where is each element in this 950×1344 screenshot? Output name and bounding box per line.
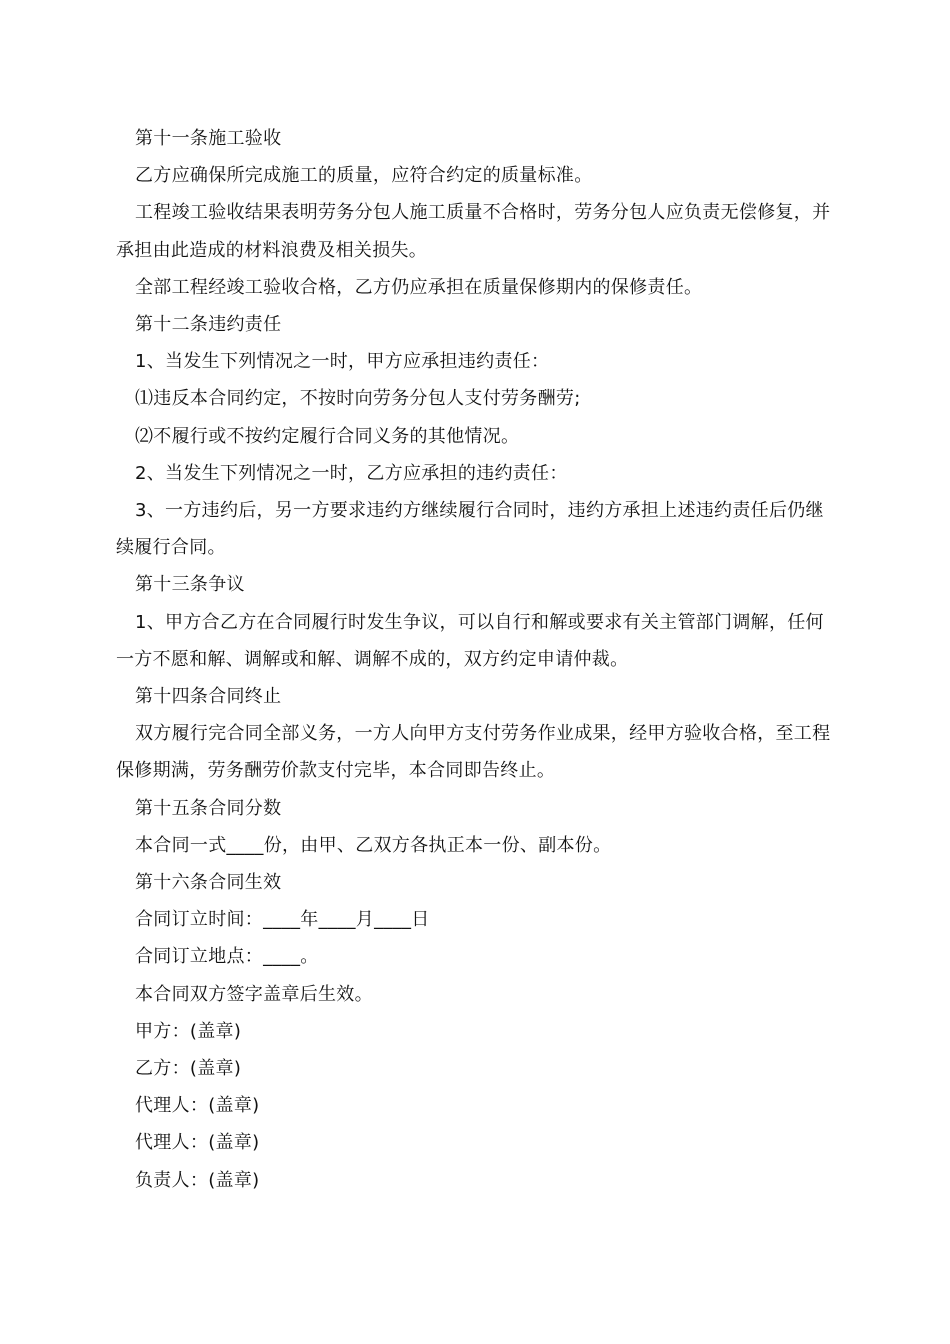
- paragraph: 全部工程经竣工验收合格，乙方仍应承担在质量保修期内的保修责任。: [135, 276, 703, 298]
- contract-date-line: 合同订立时间：____年____月____日: [135, 909, 430, 931]
- article-16-heading: 第十六条合同生效: [135, 872, 282, 894]
- article-13-heading: 第十三条争议: [135, 574, 245, 596]
- paragraph: 双方履行完合同全部义务，一方人向甲方支付劳务作业成果，经甲方验收合格，至工程保修期满，劳务酬劳价款支付完毕，本合同即告终止。: [116, 723, 831, 782]
- article-11-heading: 第十一条施工验收: [135, 128, 282, 149]
- agent-signature-line: 代理人：(盖章): [135, 1132, 260, 1154]
- contract-place-line: 合同订立地点：____。: [135, 946, 319, 968]
- party-b-signature-line: 乙方：(盖章): [135, 1058, 242, 1080]
- paragraph: ⑵不履行或不按约定履行合同义务的其他情况。: [135, 425, 520, 447]
- article-12-heading: 第十二条违约责任: [135, 314, 282, 336]
- agent-signature-line: 代理人：(盖章): [135, 1095, 260, 1117]
- paragraph: 2、当发生下列情况之一时，乙方应承担的违约责任：: [135, 462, 568, 484]
- paragraph: 工程竣工验收结果表明劳务分包人施工质量不合格时，劳务分包人应负责无偿修复，并承担由此造成的材料浪费及相关损失。: [116, 202, 831, 261]
- article-15-heading: 第十五条合同分数: [135, 797, 282, 819]
- paragraph: ⑴违反本合同约定，不按时向劳务分包人支付劳务酬劳;: [135, 388, 581, 410]
- paragraph: 1、当发生下列情况之一时，甲方应承担违约责任：: [135, 351, 550, 373]
- party-a-signature-line: 甲方：(盖章): [135, 1020, 242, 1042]
- contract-body: [116, 120, 836, 1199]
- paragraph: 本合同双方签字盖章后生效。: [135, 983, 373, 1005]
- paragraph: 3、一方违约后，另一方要求违约方继续履行合同时，违约方承担上述违约责任后仍继续履行合同。: [116, 500, 824, 559]
- paragraph: 1、甲方合乙方在合同履行时发生争议，可以自行和解或要求有关主管部门调解，任何一方不愿和解、调解或和解、调解不成的，双方约定申请仲裁。: [116, 611, 824, 670]
- paragraph: 乙方应确保所完成施工的质量，应符合约定的质量标准。: [135, 165, 593, 187]
- principal-signature-line: 负责人：(盖章): [135, 1169, 260, 1191]
- paragraph: 本合同一式____份，由甲、乙双方各执正本一份、副本份。: [135, 834, 612, 856]
- article-14-heading: 第十四条合同终止: [135, 686, 282, 708]
